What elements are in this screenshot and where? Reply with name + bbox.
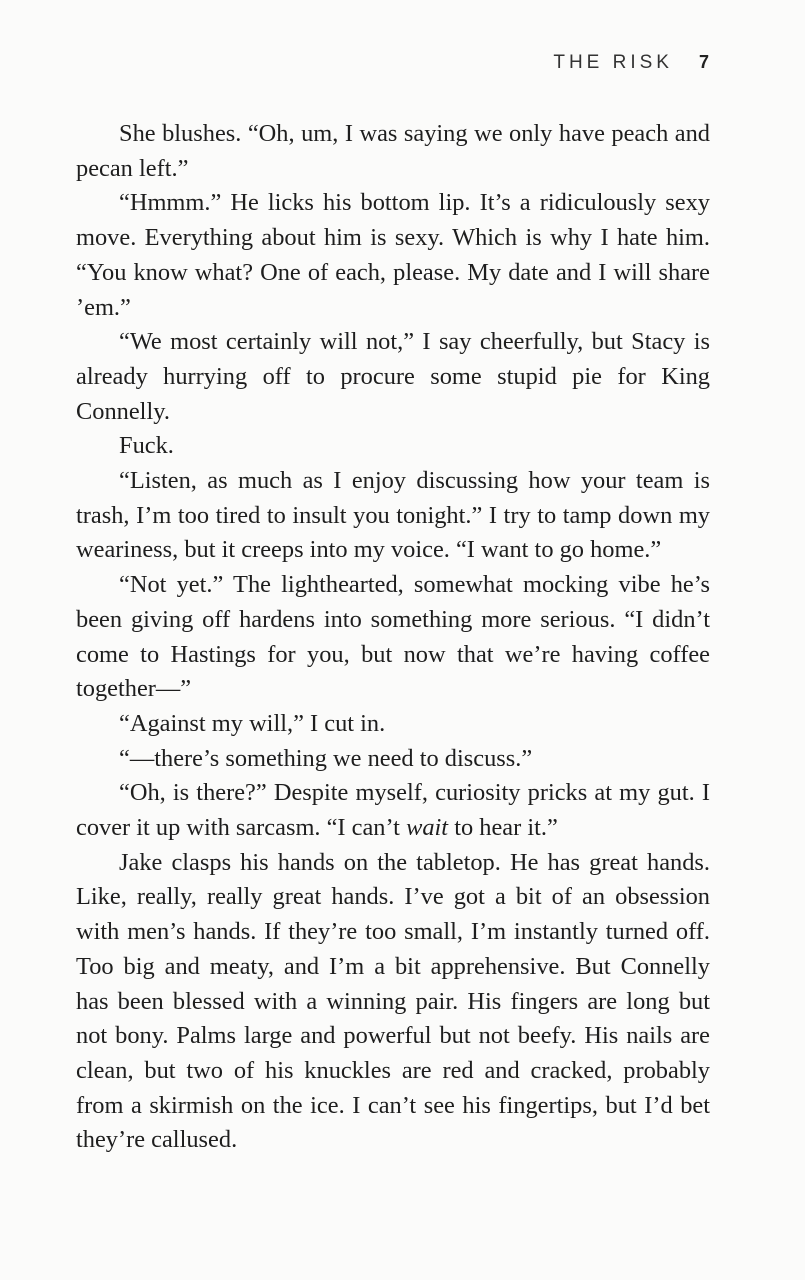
running-title: THE RISK <box>553 52 673 73</box>
page-number: 7 <box>698 52 709 72</box>
paragraph-1 <box>76 117 710 186</box>
paragraph-8 <box>76 742 710 777</box>
paragraph-4 <box>76 429 710 464</box>
paragraph-10-text: Jake clasps his hands on the tabletop. He has great hands. Like, really, really great hands. I’ve got a bit of an obsession with men’s hands. If they’re too small, I’m instantly turned off. Too big and meaty, and I’m a bit apprehensive. But Connelly has been blessed with a winning pair. His fingers are long but not bony. Palms large and powerful but not beefy. His nails are clean, but two of his knuckles are red and cracked, probably from a skirmish on the ice. I can’t see his fingertips, but I’d bet they’re callused. <box>76 848 710 1154</box>
paragraph-2-text: “Hmmm.” He licks his bottom lip. It’s a ridiculously sexy move. Everything about him is sexy. Which is why I hate him. “You know what? One of each, please. My date and I will share ’em.” <box>76 189 710 321</box>
paragraph-4-text: Fuck. <box>119 432 174 460</box>
paragraph-9-emphasis: wait <box>406 814 449 842</box>
paragraph-9-text-after: to hear it.” <box>448 814 558 842</box>
paragraph-5-text: “Listen, as much as I enjoy discussing how your team is trash, I’m too tired to insult you tonight.” I try to tamp down my weariness, but it creeps into my voice. “I want to go home.” <box>76 467 710 564</box>
paragraph-3 <box>76 325 710 429</box>
paragraph-5 <box>76 464 710 568</box>
paragraph-2 <box>76 186 710 325</box>
paragraph-10 <box>76 846 710 1158</box>
paragraph-9-text-before: “Oh, is there?” Despite myself, curiosity pricks at my gut. I cover it up with sarcasm. “I can’t <box>76 779 710 842</box>
paragraph-1-text: She blushes. “Oh, um, I was saying we only have peach and pecan left.” <box>76 120 710 182</box>
paragraph-8-text: “—there’s something we need to discuss.” <box>119 744 533 772</box>
body-text <box>76 117 710 1158</box>
running-head <box>553 52 709 74</box>
paragraph-7-text: “Against my will,” I cut in. <box>119 709 386 737</box>
paragraph-7 <box>76 707 710 742</box>
paragraph-6-text: “Not yet.” The lighthearted, somewhat mocking vibe he’s been giving off hardens into something more serious. “I didn’t come to Hastings for you, but now that we’re having coffee together—” <box>76 571 710 703</box>
paragraph-3-text: “We most certainly will not,” I say cheerfully, but Stacy is already hurrying off to procure some stupid pie for King Connelly. <box>76 328 710 425</box>
paragraph-9 <box>76 776 710 845</box>
paragraph-6 <box>76 568 710 707</box>
